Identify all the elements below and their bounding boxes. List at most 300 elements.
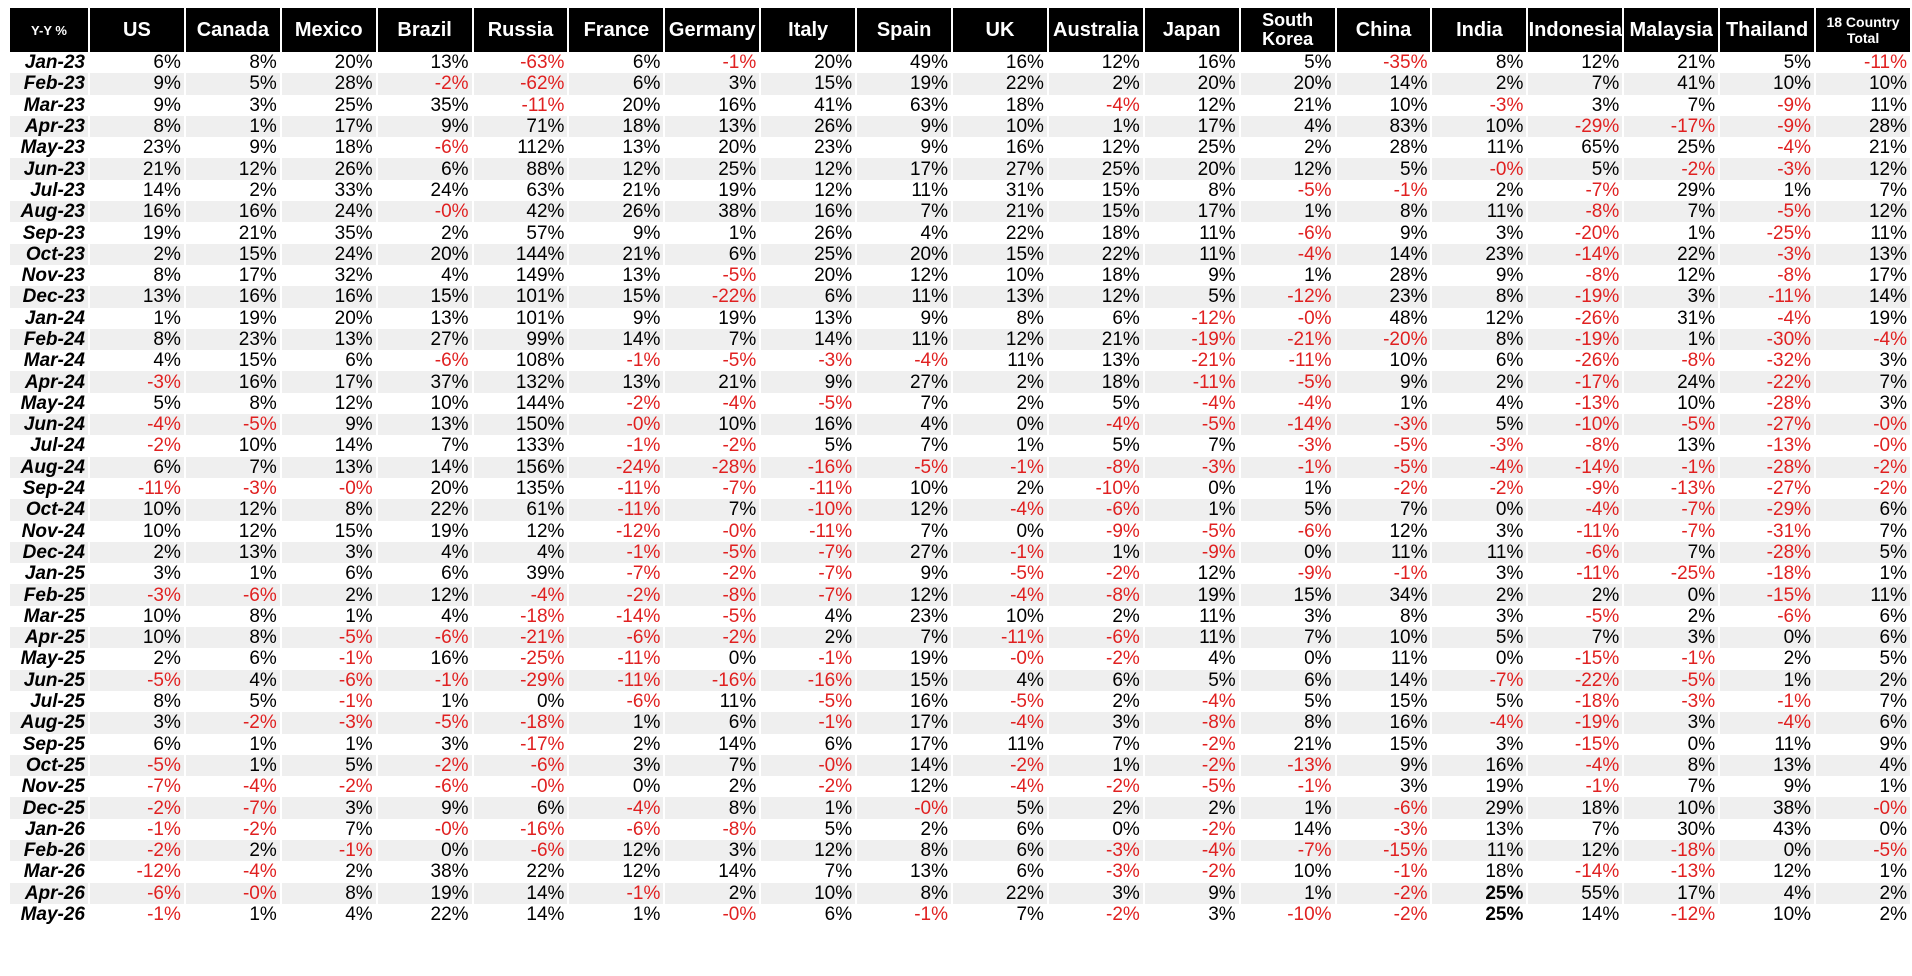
cell-malaysia: 2% [1687, 605, 1716, 627]
cell-germany: 3% [665, 840, 759, 861]
cell-canada: 1% [249, 563, 277, 585]
cell-uk: 10% [1005, 265, 1044, 287]
cell-mexico: 4% [345, 904, 373, 926]
cell-canada: 2% [186, 840, 280, 861]
cell-malaysia: 29% [1677, 179, 1716, 201]
cell-india: 29% [1432, 797, 1526, 818]
cell-indonesia: -8% [1585, 435, 1620, 457]
cell-japan: 12% [1197, 94, 1236, 116]
cell-thailand: 10% [1773, 904, 1812, 926]
cell-brazil: 13% [430, 52, 469, 74]
cell-us: 8% [90, 329, 184, 350]
cell-spain: 2% [920, 818, 949, 840]
cell-australia: 5% [1112, 435, 1140, 457]
cell-germany: 20% [718, 137, 757, 159]
cell-canada: 8% [249, 392, 277, 414]
yoy-table [8, 8, 1912, 925]
cell-germany: -0% [722, 904, 757, 926]
cell-canada: 13% [186, 542, 280, 563]
cell-malaysia: 0% [1687, 733, 1716, 755]
cell-canada: 1% [186, 116, 280, 137]
cell-malaysia: 13% [1677, 435, 1716, 457]
cell-us: 4% [153, 350, 181, 372]
cell-malaysia: 10% [1624, 797, 1718, 818]
table-row [10, 627, 1910, 648]
row-label: Oct-24 [10, 499, 88, 520]
cell-brazil: 0% [378, 840, 472, 861]
cell-brazil: 3% [441, 733, 469, 755]
cell-malaysia: 21% [1677, 52, 1716, 74]
cell-18-country-total: 6% [1816, 627, 1910, 648]
cell-canada: 12% [238, 520, 277, 542]
cell-italy: 20% [814, 52, 853, 74]
cell-india: 3% [1495, 605, 1524, 627]
row-label: Nov-25 [21, 776, 85, 798]
cell-france: -24% [569, 457, 663, 478]
cell-italy: 5% [824, 818, 853, 840]
cell-thailand: -22% [1720, 371, 1814, 392]
cell-italy: -7% [761, 584, 855, 605]
cell-india: 2% [1432, 73, 1526, 94]
cell-india: -4% [1432, 457, 1526, 478]
cell-japan: 19% [1145, 584, 1239, 605]
cell-france: 21% [622, 179, 661, 201]
cell-spain: 15% [857, 670, 951, 691]
cell-south-korea: 6% [1241, 670, 1335, 691]
cell-italy: 16% [761, 414, 855, 435]
cell-france: 26% [569, 201, 663, 222]
cell-malaysia: 12% [1677, 265, 1716, 287]
cell-us: -5% [90, 755, 184, 776]
cell-russia: 101% [474, 286, 568, 307]
cell-18-country-total: 1% [1879, 776, 1907, 798]
cell-russia: -63% [520, 52, 565, 74]
col-header-canada: Canada [186, 8, 280, 52]
cell-france: 12% [622, 861, 661, 883]
cell-us: 9% [153, 94, 181, 116]
cell-18-country-total: 4% [1816, 755, 1910, 776]
col-header-uk: UK [953, 8, 1047, 52]
cell-brazil: 1% [441, 691, 469, 713]
cell-germany: 16% [718, 94, 757, 116]
row-label: Jan-26 [24, 818, 85, 840]
cell-canada: 1% [249, 733, 277, 755]
cell-japan: 7% [1208, 435, 1236, 457]
table-row [10, 478, 1910, 499]
cell-mexico: 16% [282, 286, 376, 307]
cell-australia: -3% [1106, 861, 1140, 883]
table-row [10, 499, 1910, 520]
cell-thailand: 1% [1720, 670, 1814, 691]
cell-japan: 5% [1145, 670, 1239, 691]
cell-japan: 25% [1197, 137, 1236, 159]
cell-spain: 7% [920, 520, 949, 542]
cell-indonesia: 12% [1528, 840, 1622, 861]
cell-italy: -3% [818, 350, 853, 372]
cell-spain: 9% [857, 116, 951, 137]
cell-italy: 5% [824, 435, 853, 457]
cell-australia: -8% [1049, 584, 1143, 605]
cell-south-korea: 1% [1304, 478, 1332, 500]
cell-russia: 57% [526, 222, 565, 244]
cell-japan: -2% [1201, 818, 1236, 840]
cell-uk: 16% [1005, 52, 1044, 74]
cell-indonesia: -19% [1528, 286, 1622, 307]
cell-thailand: 0% [1720, 840, 1814, 861]
cell-thailand: -31% [1766, 520, 1812, 542]
cell-india: -0% [1432, 158, 1526, 179]
col-header-mexico: Mexico [282, 8, 376, 52]
cell-thailand: -28% [1720, 542, 1814, 563]
cell-china: 7% [1337, 499, 1431, 520]
cell-canada: 1% [186, 755, 280, 776]
cell-us: -1% [147, 904, 181, 926]
cell-spain: -5% [857, 457, 951, 478]
cell-italy: 41% [814, 94, 853, 116]
cell-china: 15% [1389, 733, 1428, 755]
cell-germany: 2% [728, 776, 757, 798]
cell-india: 11% [1432, 201, 1526, 222]
cell-us: 10% [142, 605, 181, 627]
cell-russia: 14% [474, 883, 568, 904]
cell-russia: -0% [530, 776, 565, 798]
cell-indonesia: -8% [1528, 201, 1622, 222]
cell-thailand: 1% [1783, 179, 1812, 201]
table-row [10, 606, 1910, 627]
cell-australia: 22% [1049, 244, 1143, 265]
cell-malaysia: 8% [1624, 755, 1718, 776]
cell-russia: -18% [520, 605, 565, 627]
cell-us: -1% [147, 818, 181, 840]
cell-india: 3% [1495, 222, 1524, 244]
cell-18-country-total: 19% [1868, 307, 1907, 329]
cell-india: -4% [1432, 712, 1526, 733]
cell-india: 4% [1495, 392, 1524, 414]
cell-malaysia: -18% [1624, 840, 1718, 861]
cell-australia: 6% [1049, 670, 1143, 691]
cell-japan: 12% [1197, 563, 1236, 585]
table-row [10, 904, 1910, 925]
cell-malaysia: -3% [1681, 691, 1716, 713]
cell-brazil: 4% [378, 542, 472, 563]
cell-china: 11% [1390, 648, 1428, 670]
cell-18-country-total: 11% [1870, 94, 1907, 116]
cell-germany: 14% [718, 861, 757, 883]
cell-us: 14% [142, 179, 181, 201]
row-label: Apr-24 [10, 371, 88, 392]
cell-japan: -2% [1201, 733, 1236, 755]
cell-italy: 6% [761, 286, 855, 307]
cell-italy: -1% [761, 712, 855, 733]
cell-russia: 88% [474, 158, 568, 179]
cell-us: -2% [90, 840, 184, 861]
cell-canada: 9% [249, 137, 277, 159]
cell-18-country-total: 0% [1879, 818, 1907, 840]
cell-russia: 12% [526, 520, 565, 542]
cell-malaysia: 3% [1624, 627, 1718, 648]
cell-japan: -5% [1145, 414, 1239, 435]
cell-australia: 12% [1101, 137, 1140, 159]
cell-france: -12% [615, 520, 661, 542]
cell-mexico: 1% [345, 733, 373, 755]
cell-france: 13% [569, 371, 663, 392]
cell-spain: 13% [909, 861, 949, 883]
cell-japan: 17% [1145, 201, 1239, 222]
cell-malaysia: 30% [1677, 818, 1716, 840]
cell-mexico: 7% [345, 818, 373, 840]
cell-japan: 9% [1145, 883, 1239, 904]
cell-mexico: 17% [282, 116, 376, 137]
cell-france: 9% [632, 222, 661, 244]
cell-18-country-total: 28% [1816, 116, 1910, 137]
cell-south-korea: -4% [1297, 392, 1332, 414]
cell-18-country-total: -11% [1864, 52, 1907, 74]
cell-south-korea: -14% [1241, 414, 1335, 435]
table-body [10, 52, 1910, 925]
cell-indonesia: -4% [1528, 755, 1622, 776]
cell-germany: -22% [665, 286, 759, 307]
cell-mexico: 13% [282, 329, 376, 350]
cell-18-country-total: 2% [1879, 904, 1907, 926]
cell-spain: -4% [914, 350, 949, 372]
cell-indonesia: -7% [1585, 179, 1620, 201]
cell-mexico: 25% [334, 94, 373, 116]
cell-canada: 7% [186, 457, 280, 478]
cell-south-korea: 15% [1241, 584, 1335, 605]
row-label: Apr-26 [10, 883, 88, 904]
cell-china: -5% [1337, 457, 1431, 478]
cell-mexico: 9% [282, 414, 376, 435]
cell-south-korea: 1% [1304, 265, 1332, 287]
cell-spain: 9% [920, 137, 949, 159]
cell-mexico: 2% [282, 584, 376, 605]
cell-india: -3% [1489, 435, 1524, 457]
cell-russia: 133% [515, 435, 565, 457]
cell-thailand: -1% [1777, 691, 1812, 713]
cell-france: -11% [569, 670, 663, 691]
cell-australia: 3% [1049, 712, 1143, 733]
row-label: Mar-24 [23, 350, 85, 372]
cell-canada: 8% [249, 605, 277, 627]
cell-us: -3% [90, 371, 184, 392]
cell-malaysia: -7% [1624, 499, 1718, 520]
cell-china: 8% [1337, 201, 1431, 222]
cell-india: 11% [1486, 137, 1524, 159]
cell-indonesia: 65% [1581, 137, 1620, 159]
cell-mexico: 12% [334, 392, 373, 414]
cell-uk: 1% [1016, 435, 1044, 457]
table-row [10, 883, 1910, 904]
cell-russia: 39% [526, 563, 565, 585]
cell-spain: 8% [857, 883, 951, 904]
cell-italy: -16% [761, 457, 855, 478]
cell-india: 8% [1495, 52, 1524, 74]
row-label: Dec-25 [10, 797, 88, 818]
cell-china: -1% [1393, 179, 1428, 201]
cell-mexico: 17% [282, 371, 376, 392]
cell-australia: 18% [1101, 222, 1140, 244]
cell-japan: 1% [1145, 499, 1239, 520]
cell-us: -5% [90, 670, 184, 691]
cell-spain: 14% [857, 755, 951, 776]
cell-germany: 11% [719, 691, 757, 713]
cell-india: 23% [1432, 244, 1526, 265]
cell-italy: 6% [824, 733, 853, 755]
cell-brazil: 10% [430, 392, 469, 414]
data-table-container [8, 8, 1912, 925]
cell-uk: 31% [1005, 179, 1044, 201]
table-row [10, 244, 1910, 265]
cell-uk: -4% [953, 584, 1047, 605]
cell-spain: 12% [909, 776, 949, 798]
cell-uk: 0% [1016, 520, 1044, 542]
cell-australia: 3% [1049, 883, 1143, 904]
table-row [10, 116, 1910, 137]
cell-us: 10% [90, 499, 184, 520]
cell-malaysia: -2% [1624, 158, 1718, 179]
cell-france: -1% [569, 883, 663, 904]
cell-south-korea: 14% [1293, 818, 1332, 840]
cell-mexico: 33% [334, 179, 373, 201]
cell-18-country-total: 6% [1879, 605, 1907, 627]
cell-japan: 11% [1199, 222, 1236, 244]
col-header-russia: Russia [474, 8, 568, 52]
table-row [10, 180, 1910, 201]
cell-south-korea: 21% [1293, 94, 1332, 116]
cell-japan: -19% [1145, 329, 1239, 350]
cell-italy: -0% [761, 755, 855, 776]
cell-china: -20% [1337, 329, 1431, 350]
cell-india: 6% [1495, 350, 1524, 372]
cell-malaysia: 24% [1624, 371, 1718, 392]
cell-mexico: 5% [282, 755, 376, 776]
cell-mexico: 20% [334, 307, 373, 329]
cell-spain: 17% [857, 158, 951, 179]
table-row [10, 563, 1910, 584]
cell-malaysia: 1% [1624, 329, 1718, 350]
cell-russia: 135% [515, 478, 565, 500]
cell-brazil: -6% [434, 137, 469, 159]
cell-india: 11% [1432, 542, 1526, 563]
cell-thailand: -4% [1777, 307, 1812, 329]
cell-france: -4% [569, 797, 663, 818]
col-header-south-korea: South Korea [1241, 8, 1335, 52]
cell-thailand: -9% [1720, 116, 1814, 137]
cell-canada: 16% [186, 201, 280, 222]
table-row [10, 691, 1910, 712]
cell-australia: -6% [1049, 499, 1143, 520]
cell-south-korea: -7% [1241, 840, 1335, 861]
cell-russia: 150% [474, 414, 568, 435]
cell-india: 25% [1432, 883, 1526, 904]
cell-italy: 15% [761, 73, 855, 94]
cell-malaysia: 22% [1624, 244, 1718, 265]
table-row [10, 755, 1910, 776]
cell-canada: 21% [238, 222, 277, 244]
cell-japan: -2% [1201, 861, 1236, 883]
cell-india: 2% [1495, 179, 1524, 201]
cell-malaysia: -25% [1670, 563, 1716, 585]
cell-italy: 12% [814, 179, 853, 201]
cell-indonesia: -11% [1576, 563, 1620, 585]
cell-italy: 1% [761, 797, 855, 818]
cell-brazil: 20% [378, 244, 472, 265]
cell-china: -1% [1393, 861, 1428, 883]
cell-18-country-total: 5% [1816, 542, 1910, 563]
cell-russia: 99% [474, 329, 568, 350]
cell-china: 28% [1389, 137, 1428, 159]
cell-germany: 6% [665, 712, 759, 733]
cell-india: 12% [1485, 307, 1524, 329]
cell-russia: 42% [474, 201, 568, 222]
cell-india: 8% [1432, 329, 1526, 350]
cell-mexico: 18% [334, 137, 373, 159]
cell-mexico: -1% [338, 648, 373, 670]
cell-india: -7% [1432, 670, 1526, 691]
col-header-india: India [1432, 8, 1526, 52]
cell-uk: 13% [953, 286, 1047, 307]
cell-south-korea: -10% [1287, 904, 1332, 926]
cell-us: 2% [153, 648, 181, 670]
cell-germany: 38% [665, 201, 759, 222]
cell-brazil: -6% [378, 627, 472, 648]
cell-canada: -6% [186, 584, 280, 605]
cell-spain: 11% [911, 179, 949, 201]
cell-india: 13% [1485, 818, 1524, 840]
cell-china: 11% [1337, 542, 1431, 563]
cell-indonesia: -26% [1574, 350, 1620, 372]
cell-us: 1% [153, 307, 181, 329]
cell-mexico: 3% [282, 797, 376, 818]
cell-mexico: 32% [334, 265, 373, 287]
cell-malaysia: -17% [1624, 116, 1718, 137]
cell-us: 10% [142, 520, 181, 542]
cell-russia: -62% [474, 73, 568, 94]
row-label: Jun-23 [10, 158, 88, 179]
cell-australia: 18% [1101, 265, 1140, 287]
cell-indonesia: -5% [1585, 605, 1620, 627]
cell-japan: -4% [1201, 691, 1236, 713]
table-row [10, 329, 1910, 350]
cell-18-country-total: 14% [1816, 286, 1910, 307]
cell-japan: 0% [1208, 478, 1236, 500]
cell-japan: -5% [1201, 776, 1236, 798]
cell-japan: -4% [1145, 840, 1239, 861]
cell-russia: 156% [474, 457, 568, 478]
cell-south-korea: 1% [1241, 797, 1335, 818]
cell-brazil: 12% [378, 584, 472, 605]
cell-italy: -10% [761, 499, 855, 520]
cell-spain: 7% [920, 435, 949, 457]
cell-brazil: -2% [378, 73, 472, 94]
cell-malaysia: -1% [1681, 648, 1716, 670]
row-label: Jul-25 [30, 691, 85, 713]
cell-thailand: -3% [1720, 244, 1814, 265]
table-row [10, 393, 1910, 414]
cell-china: 15% [1389, 691, 1428, 713]
cell-malaysia: -1% [1624, 457, 1718, 478]
cell-malaysia: -13% [1670, 861, 1716, 883]
cell-japan: 9% [1208, 265, 1236, 287]
cell-mexico: 3% [282, 542, 376, 563]
cell-uk: 15% [953, 244, 1047, 265]
cell-south-korea: 0% [1304, 648, 1332, 670]
cell-uk: 16% [1005, 137, 1044, 159]
cell-brazil: 9% [378, 116, 472, 137]
header-row [10, 8, 1910, 52]
cell-spain: 16% [909, 691, 949, 713]
cell-brazil: 27% [378, 329, 472, 350]
